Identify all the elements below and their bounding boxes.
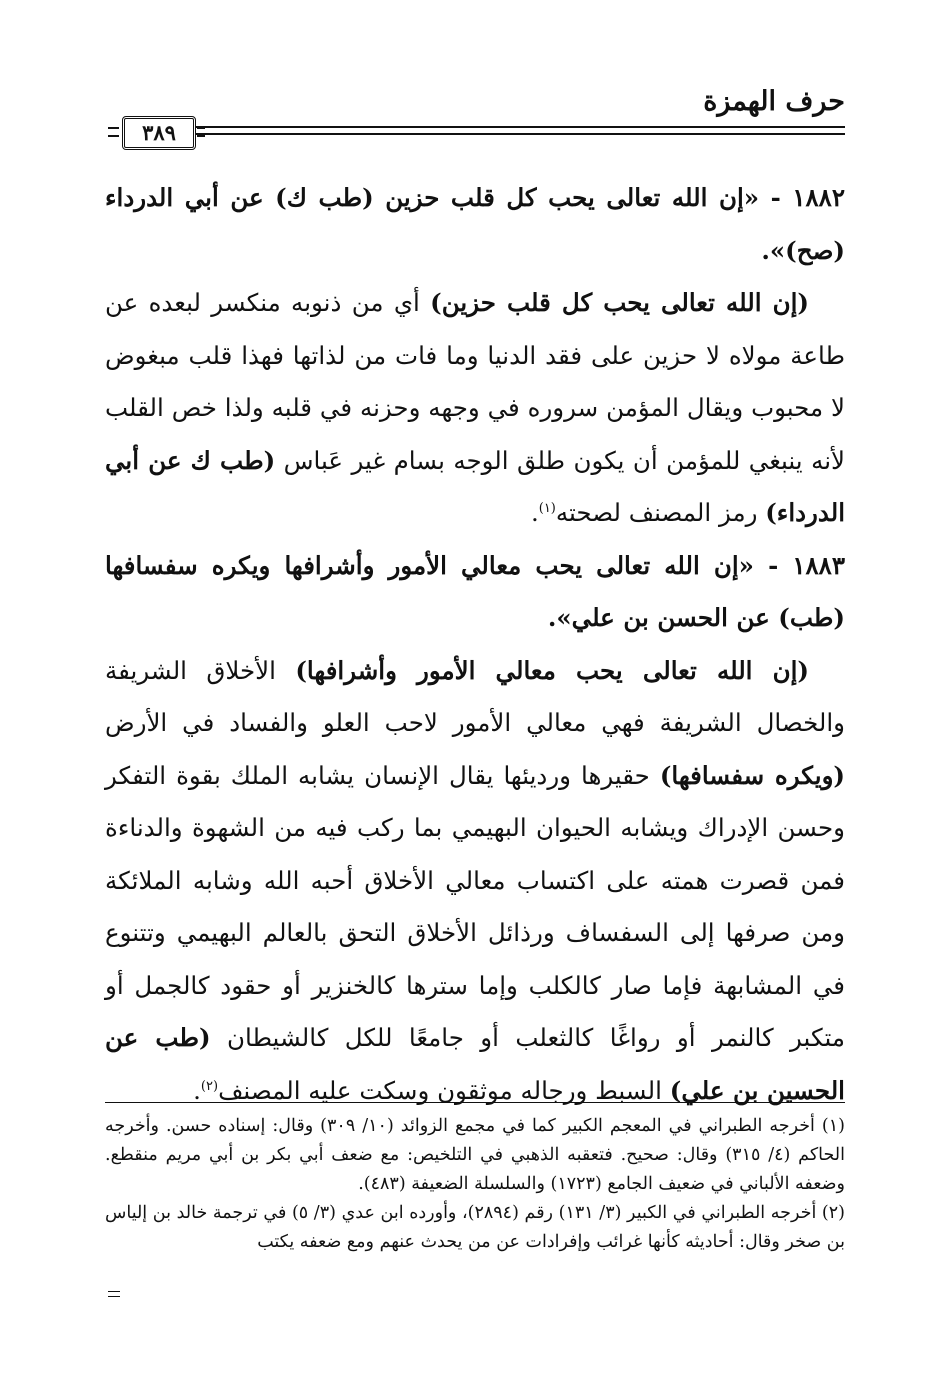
header-double-rule <box>195 126 845 135</box>
continuation-mark <box>108 1291 120 1297</box>
main-text <box>105 172 845 1117</box>
sentence-end: . <box>193 1075 201 1105</box>
commentary-text: الأخلاق الشريفة والخصال الشريفة فهي معالي الأمور لاحب العلو والفساد في الأرض <box>105 655 845 737</box>
commentary-1882 <box>105 277 845 540</box>
source-reference: (طب ك عن أبي الدرداء) <box>105 445 845 527</box>
page-number: ٣٨٩ <box>122 116 196 150</box>
sentence-end: . <box>530 498 539 527</box>
quoted-hadith: (إن الله تعالى يحب معالي الأمور وأشرافها) <box>295 655 809 685</box>
footnotes <box>105 1112 845 1257</box>
commentary-1883 <box>105 645 845 1118</box>
footnote-1: (١) أخرجه الطبراني في المعجم الكبير كما في مجمع الزوائد (١٠/ ٣٠٩) وقال: إسناده حسن. وأخرجه الحاكم (٤/ ٣١٥) وقال: صحيح. فتعقبه الذهبي في التلخيص: مع ضعف أبي بكر بن أبي مريم منقطع. وضعفه الألباني في ضعيف الجامع (١٧٢٣) والسلسلة الضعيفة (٤٨٣). <box>105 1116 845 1194</box>
footnote-2: (٢) أخرجه الطبراني في الكبير (٣/ ١٣١) رقم (٢٨٩٤)، وأورده ابن عدي (٣/ ٥) في ترجمة خالد بن إلياس بن صخر وقال: أحاديثه كأنها غرائب وإفرادات عن من يحدث عنهم ومع ضعفه يكتب <box>105 1203 845 1252</box>
commentary-text: أي من ذنوبه منكسر لبعده عن طاعة مولاه لا حزين على فقد الدنيا وما فات من لذاتها فهذا قلب مبغوض لا محبوب ويقال المؤمن سروره في وجهه وحزنه في قلبه ولذا خص القلب لأنه ينبغي للمؤمن أن يكون طلق الوجه بسام غير عَباس <box>105 288 845 475</box>
hadith-1882: ١٨٨٢ - «إن الله تعالى يحب كل قلب حزين (طب ك) عن أبي الدرداء (صح)». <box>105 183 845 265</box>
quoted-hadith: (إن الله تعالى يحب كل قلب حزين) <box>430 288 810 317</box>
chapter-title: حرف الهمزة <box>703 86 845 117</box>
commentary-text: السبط ورجاله موثقون وسكت عليه المصنف <box>218 1075 670 1105</box>
footnote-ref-1[interactable]: (١) <box>538 500 556 516</box>
commentary-text: رمز المصنف لصحته <box>555 498 766 527</box>
source-reference: (طب عن الحسين بن علي) <box>105 1023 845 1105</box>
commentary-text: حقيرها ورديئها يقال الإنسان يشابه الملك بقوة التفكر وحسن الإدراك ويشابه الحيوان البهيمي بما ركب فيه من الشهوة والدناءة فمن قصرت همته على اكتساب معالي الأخلاق أحبه الله وشابه الملائكة ومن صرفها إلى السفساف ورذائل الأخلاق التحق بالعالم البهيمي وتتنوع في المشابهة فإما صار كالكلب وإما سترها كالخنزير أو حقود كالجمل أو متكبر كالنمر أو رواغًا كالثعلب أو جامعًا للكل كالشيطان <box>105 760 845 1052</box>
hadith-1883: ١٨٨٣ - «إن الله تعالى يحب معالي الأمور وأشرافها ويكره سفسافها (طب) عن الحسن بن علي». <box>105 550 845 632</box>
footnote-ref-2[interactable]: (٢) <box>200 1078 219 1094</box>
quoted-hadith: (ويكره سفسافها) <box>659 760 845 790</box>
footnote-separator <box>105 1102 845 1103</box>
